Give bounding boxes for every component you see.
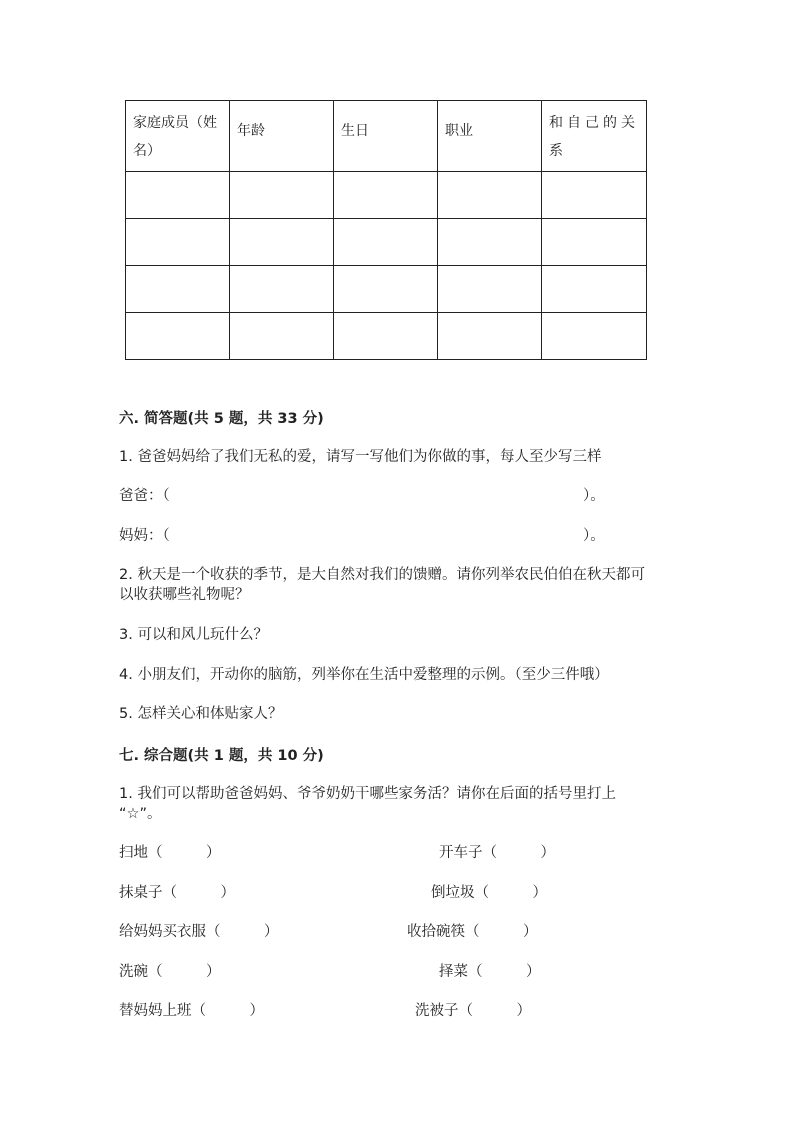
section6-q4: 4. 小朋友们，开动你的脑筋，列举你在生活中爱整理的示例。（至少三件哦） xyxy=(119,667,609,683)
header-cell xyxy=(230,101,334,172)
table-cell[interactable] xyxy=(542,313,647,360)
table-cell[interactable] xyxy=(542,219,647,266)
table-cell[interactable] xyxy=(230,313,334,360)
chore-item: 收拾碗筷（ ） xyxy=(407,924,538,940)
section7-title: 七. 综合题(共 1 题，共 10 分) xyxy=(119,748,324,764)
table-row xyxy=(126,172,647,219)
section7-q1-line2: “☆”。 xyxy=(119,806,162,822)
chore-item: 抹桌子（ ） xyxy=(119,885,235,901)
header-cell xyxy=(438,101,542,172)
chore-item: 择菜（ ） xyxy=(439,964,541,980)
table-cell[interactable] xyxy=(334,172,438,219)
header-relation: 和自己的关系 xyxy=(549,115,639,159)
table-cell[interactable] xyxy=(438,172,542,219)
father-close-paren: ）。 xyxy=(583,488,605,504)
header-cell xyxy=(334,101,438,172)
table-cell[interactable] xyxy=(438,219,542,266)
table-cell[interactable] xyxy=(542,266,647,313)
table-cell[interactable] xyxy=(438,266,542,313)
table-cell[interactable] xyxy=(230,219,334,266)
family-table xyxy=(125,100,647,360)
chore-item: 给妈妈买衣服（ ） xyxy=(119,924,279,940)
table-header-row xyxy=(126,101,647,172)
chore-item: 开车子（ ） xyxy=(439,845,555,861)
table-cell[interactable] xyxy=(334,313,438,360)
header-cell xyxy=(126,101,230,172)
section7-q1-line1: 1. 我们可以帮助爸爸妈妈、爷爷奶奶干哪些家务活？请你在后面的括号里打上 xyxy=(119,786,616,802)
header-birthday: 生日 xyxy=(341,123,369,139)
table-cell[interactable] xyxy=(230,266,334,313)
table-cell[interactable] xyxy=(126,219,230,266)
mother-close-paren: ）。 xyxy=(583,528,605,544)
header-age: 年龄 xyxy=(237,123,265,139)
table-cell[interactable] xyxy=(542,172,647,219)
table-cell[interactable] xyxy=(126,266,230,313)
table-cell[interactable] xyxy=(438,313,542,360)
chore-item: 倒垃圾（ ） xyxy=(431,885,547,901)
table-row xyxy=(126,266,647,313)
section6-q2: 2. 秋天是一个收获的季节，是大自然对我们的馈赠。请你列举农民伯伯在秋天都可以收获哪些礼物呢？ xyxy=(119,567,645,603)
table-cell[interactable] xyxy=(126,313,230,360)
header-member: 家庭成员（姓名） xyxy=(133,115,217,159)
table-row xyxy=(126,219,647,266)
mother-label: 妈妈：（ xyxy=(119,528,170,544)
section6-q1: 1. 爸爸妈妈给了我们无私的爱，请写一写他们为你做的事，每人至少写三样 xyxy=(119,449,602,465)
section6-q3: 3. 可以和风儿玩什么？ xyxy=(119,627,268,643)
section6-q5: 5. 怎样关心和体贴家人？ xyxy=(119,706,283,722)
header-job: 职业 xyxy=(445,123,473,139)
chore-item: 洗被子（ ） xyxy=(415,1003,531,1019)
table-cell[interactable] xyxy=(230,172,334,219)
table-cell[interactable] xyxy=(126,172,230,219)
header-cell xyxy=(542,101,647,172)
father-label: 爸爸：（ xyxy=(119,488,170,504)
chore-item: 扫地（ ） xyxy=(119,845,221,861)
table-cell[interactable] xyxy=(334,266,438,313)
chore-item: 洗碗（ ） xyxy=(119,964,221,980)
table-row xyxy=(126,313,647,360)
chore-item: 替妈妈上班（ ） xyxy=(119,1003,264,1019)
table-cell[interactable] xyxy=(334,219,438,266)
section6-title: 六. 简答题(共 5 题，共 33 分) xyxy=(119,411,324,427)
